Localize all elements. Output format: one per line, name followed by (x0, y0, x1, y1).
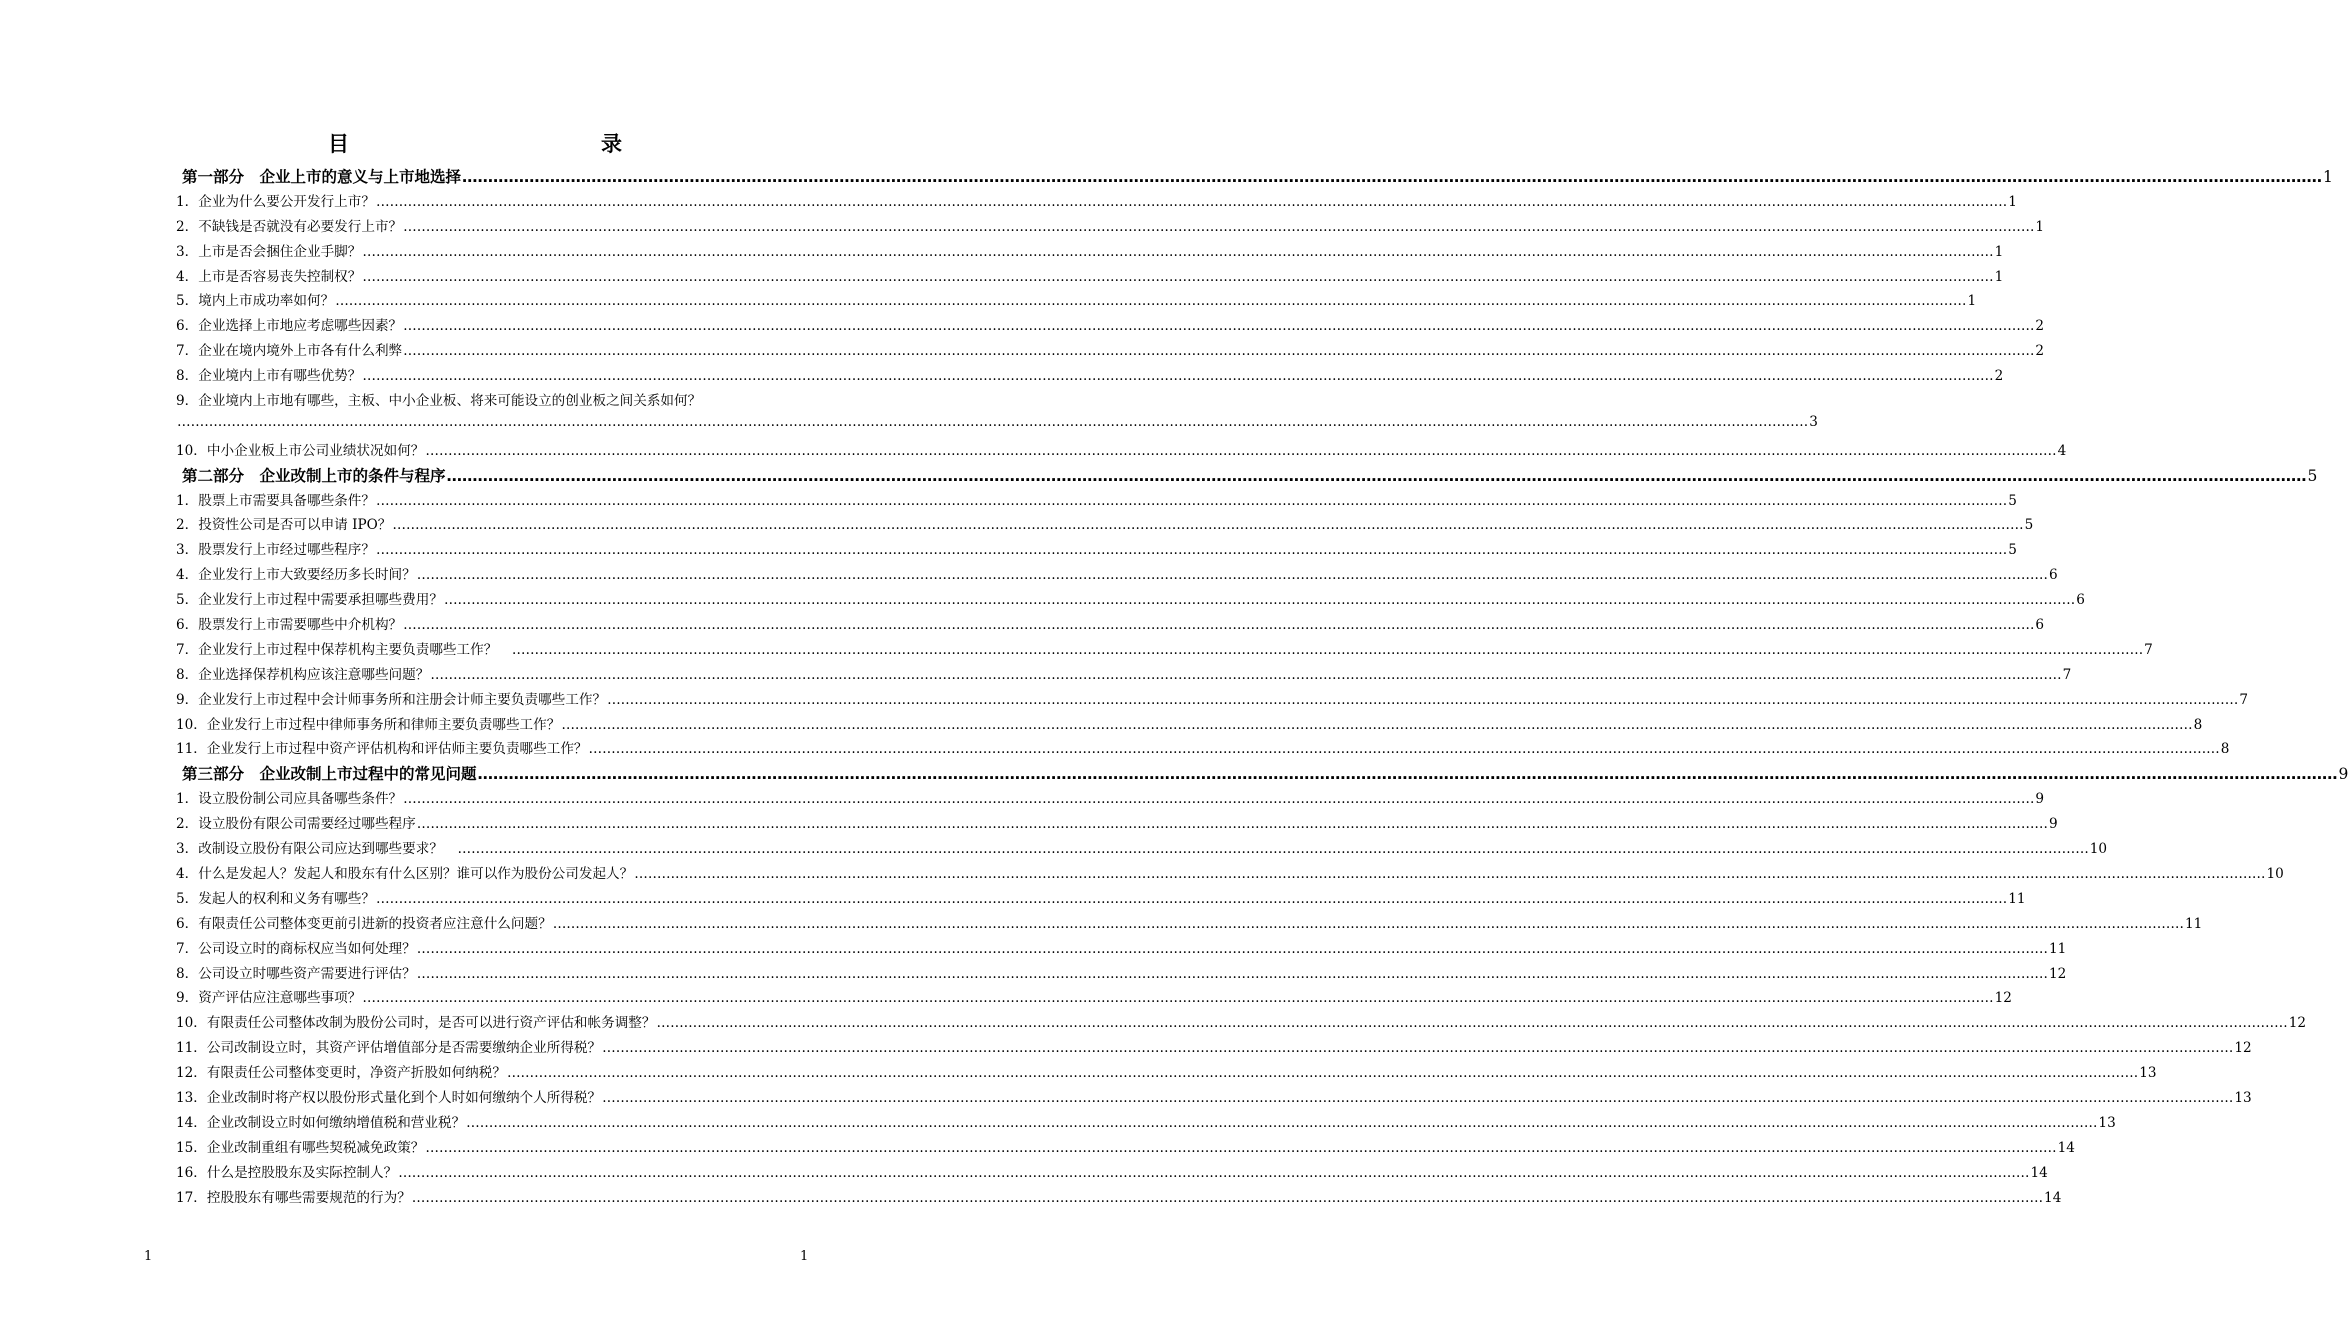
dot-leader: ……………………………………………………………………………………………………………………………………………………………………………………………………………………………………………………………………………………………………………………………… (177, 413, 1809, 430)
toc-entry-text: 2．设立股份有限公司需要经过哪些程序 (176, 816, 416, 833)
dot-leader: ……………………………………………………………………………………………………………………………………………………………………………………………………………………………………………………………………………………………………………………………… (416, 816, 2048, 833)
toc-entry-text: 第一部分 企业上市的意义与上市地选择 (182, 168, 462, 186)
toc-entry-page: 9 (2338, 765, 2348, 784)
toc-entry[interactable] (176, 638, 2153, 663)
toc-entry-text: 7．公司设立时的商标权应当如何处理？ (176, 940, 416, 957)
toc-part-heading[interactable] (176, 464, 2318, 489)
toc-entry[interactable] (176, 513, 2034, 538)
toc-entry-text: 3．上市是否会捆住企业手脚？ (176, 243, 362, 260)
toc-entry-text: 1．设立股份制公司应具备哪些条件？ (176, 791, 403, 808)
toc-entry-text: 2．不缺钱是否就没有必要发行上市？ (176, 218, 403, 235)
toc-entry-text: 11．公司改制设立时，其资产评估增值部分是否需要缴纳企业所得税？ (176, 1040, 602, 1057)
toc-entry-text: 15．企业改制重组有哪些契税减免政策？ (176, 1139, 425, 1156)
toc-entry[interactable] (176, 215, 2045, 240)
toc-entry-text: 11．企业发行上市过程中资产评估机构和评估师主要负责哪些工作？ (176, 741, 588, 758)
dot-leader: ……………………………………………………………………………………………………………………………………………………………………………………………………………………………………………………………………………………………………………………………… (588, 741, 2220, 758)
toc-part-heading[interactable] (176, 762, 2348, 787)
dot-leader: ……………………………………………………………………………………………………………………………………………………………………………………………………………………………………………………………………………………………………………………………… (443, 592, 2076, 609)
toc-entry[interactable] (176, 986, 2012, 1011)
toc-entry-text: 5．发起人的权利和义务有哪些？ (176, 890, 375, 907)
toc-entry[interactable] (176, 812, 2058, 837)
toc-entry-page: 14 (2044, 1189, 2062, 1206)
toc-entry-page: 10 (2266, 865, 2284, 882)
dot-leader: ……………………………………………………………………………………………………………………………………………………………………………………………………………………………………………………………………………………………………………………………… (466, 1114, 2098, 1131)
toc-entry-page: 11 (2008, 890, 2026, 907)
toc-entry-text: 7．企业发行上市过程中保荐机构主要负责哪些工作？ (176, 641, 511, 658)
dot-leader: ……………………………………………………………………………………………………………………………………………………………………………………………………………………………………………………………………………………………………………………………… (403, 791, 2035, 808)
toc-entry[interactable] (176, 937, 2067, 962)
dot-leader: ……………………………………………………………………………………………………………………………………………………………………………………………………………………………………………………………………………………………………………………………… (506, 1065, 2139, 1082)
dot-leader: ……………………………………………………………………………………………………………………………………………………………………………………………………………………………………………………………………………………………………………………………… (403, 343, 2035, 360)
toc-entry-page: 1 (2035, 218, 2045, 235)
toc-entry-page: 13 (2098, 1114, 2116, 1131)
toc-entry-page: 11 (2184, 915, 2203, 932)
dot-leader: ……………………………………………………………………………………………………………………………………………………………………………………………………………………………………………………………………………………………………………………………… (362, 368, 1994, 385)
toc-entry-text: 9．企业发行上市过程中会计师事务所和注册会计师主要负责哪些工作？ (176, 691, 607, 708)
toc-entry[interactable] (176, 240, 2004, 265)
dot-leader: ……………………………………………………………………………………………………………………………………………………………………………………………………………………………………………………………………………………………………………………………… (403, 218, 2035, 235)
toc-entry-page: 12 (2234, 1040, 2252, 1057)
toc-entry-page: 12 (1994, 990, 2012, 1007)
dot-leader: ……………………………………………………………………………………………………………………………………………………………………………………………………………………………………………………………………………………………………………………………… (403, 318, 2035, 335)
toc-entry[interactable] (176, 563, 2058, 588)
dot-leader: ……………………………………………………………………………………………………………………………………………………………………………………………………………………………………………………………………………………………………………………………… (398, 1164, 2030, 1181)
toc-entry-text: 5．境内上市成功率如何？ (176, 293, 335, 310)
dot-leader: ……………………………………………………………………………………………………………………………………………………………………………………………………………………………………………………………………………………………………………………………… (602, 1089, 2234, 1106)
toc-entry-page: 4 (2057, 442, 2067, 459)
toc-entry-text: 4．上市是否容易丧失控制权？ (176, 268, 362, 285)
toc-entry-text: 10．中小企业板上市公司业绩状况如何？ (176, 442, 425, 459)
toc-entry-page: 6 (2076, 592, 2085, 609)
dot-leader: ……………………………………………………………………………………………………………………………………………………………………………………………………………………………………………………………………………………………………………………………… (656, 1015, 2288, 1032)
toc-entry-page: 11 (2049, 940, 2067, 957)
toc-entry-text: 10．有限责任公司整体改制为股份公司时，是否可以进行资产评估和帐务调整？ (176, 1015, 656, 1032)
toc-entry-page: 7 (2239, 691, 2248, 708)
toc-entry[interactable] (176, 737, 2230, 762)
toc-entry-text: 10．企业发行上市过程中律师事务所和律师主要负责哪些工作？ (176, 716, 561, 733)
toc-entry-text: 4．企业发行上市大致要经历多长时间？ (176, 567, 416, 584)
dot-leader: ……………………………………………………………………………………………………………………………………………………………………………………………………………………………………………………………………………………………………………………………… (457, 841, 2089, 858)
toc-entry-page: 10 (2089, 841, 2108, 858)
toc-entry-continuation (176, 413, 1818, 439)
dot-leader: ……………………………………………………………………………………………………………………………………………………………………………………………………………………………………………………………………………………………………………………………… (375, 492, 2008, 509)
dot-leader: ……………………………………………………………………………………………………………………………………………………………………………………………………………………………………………………………………………………………………………………………… (462, 168, 2323, 186)
toc-entry[interactable] (176, 688, 2248, 713)
toc-entry[interactable] (176, 912, 2203, 937)
toc-entry-text: 1．企业为什么要公开发行上市？ (176, 193, 375, 210)
toc-entry-text: 6．有限责任公司整体变更前引进新的投资者应注意什么问题？ (176, 915, 552, 932)
toc-entry-text: 14．企业改制设立时如何缴纳增值税和营业税？ (176, 1114, 466, 1131)
toc-entry-page: 5 (2008, 542, 2017, 559)
toc-entry-page: 6 (2035, 617, 2045, 634)
toc-entry-page: 2 (1994, 368, 2004, 385)
toc-entry-page: 5 (2307, 466, 2318, 485)
toc-entry-text: 17．控股股东有哪些需要规范的行为？ (176, 1189, 411, 1206)
dot-leader: ……………………………………………………………………………………………………………………………………………………………………………………………………………………………………………………………………………………………………………………………… (335, 293, 1967, 310)
dot-leader: ……………………………………………………………………………………………………………………………………………………………………………………………………………………………………………………………………………………………………………………………… (416, 940, 2048, 957)
toc-entry-text: 9．企业境内上市地有哪些，主板、中小企业板、将来可能设立的创业板之间关系如何？ (176, 393, 702, 410)
toc-entry[interactable] (176, 364, 2004, 389)
toc-entry[interactable] (176, 265, 2004, 290)
toc-entry[interactable] (176, 289, 1977, 314)
toc-entry[interactable] (176, 1186, 2062, 1211)
dot-leader: ……………………………………………………………………………………………………………………………………………………………………………………………………………………………………………………………………………………………………………………………… (362, 243, 1994, 260)
toc-entry-page: 13 (2139, 1065, 2157, 1082)
dot-leader: ……………………………………………………………………………………………………………………………………………………………………………………………………………………………………………………………………………………………………………………………… (403, 617, 2035, 634)
toc-entry[interactable] (176, 887, 2026, 912)
toc-entry-page: 1 (1994, 268, 2004, 285)
toc-entry-page: 1 (1967, 293, 1977, 310)
toc-entry-page: 5 (2024, 517, 2034, 534)
toc-entry-text: 2．投资性公司是否可以申请 IPO？ (176, 517, 392, 534)
toc-entry-text: 6．企业选择上市地应考虑哪些因素？ (176, 318, 403, 335)
dot-leader: ……………………………………………………………………………………………………………………………………………………………………………………………………………………………………………………………………………………………………………………………… (362, 990, 1994, 1007)
dot-leader: ……………………………………………………………………………………………………………………………………………………………………………………………………………………………………………………………………………………………………………………………… (607, 691, 2239, 708)
dot-leader: ……………………………………………………………………………………………………………………………………………………………………………………………………………………………………………………………………………………………………………………………… (392, 517, 2024, 534)
toc-entry-text: 4．什么是发起人？发起人和股东有什么区别？谁可以作为股份公司发起人？ (176, 865, 634, 882)
toc-entry-page: 9 (2049, 816, 2058, 833)
toc-entry[interactable] (176, 489, 2017, 514)
toc-entry-page: 5 (2008, 492, 2017, 509)
dot-leader: ……………………………………………………………………………………………………………………………………………………………………………………………………………………………………………………………………………………………………………………………… (375, 890, 2008, 907)
toc-entry[interactable] (176, 538, 2017, 563)
toc-entry-page: 1 (1994, 243, 2004, 260)
toc-entry-text: 6．股票发行上市需要哪些中介机构？ (176, 617, 403, 634)
toc-entry[interactable] (176, 1161, 2048, 1186)
dot-leader: ……………………………………………………………………………………………………………………………………………………………………………………………………………………………………………………………………………………………………………………………… (602, 1040, 2234, 1057)
dot-leader: ……………………………………………………………………………………………………………………………………………………………………………………………………………………………………………………………………………………………………………………………… (511, 641, 2144, 658)
toc-entry-page: 6 (2049, 567, 2058, 584)
table-of-contents (176, 165, 2348, 1210)
toc-entry-page: 14 (2057, 1139, 2075, 1156)
toc-entry-page: 1 (2008, 193, 2017, 210)
toc-entry[interactable] (176, 1111, 2116, 1136)
toc-entry[interactable] (176, 1061, 2157, 1086)
dot-leader: ……………………………………………………………………………………………………………………………………………………………………………………………………………………………………………………………………………………………………………………………… (561, 716, 2193, 733)
toc-entry-page: 2 (2035, 318, 2045, 335)
toc-entry-text: 8．企业选择保荐机构应该注意哪些问题？ (176, 666, 430, 683)
dot-leader: ……………………………………………………………………………………………………………………………………………………………………………………………………………………………………………………………………………………………………………………………… (552, 915, 2184, 932)
footer-page-number-left: 1 (144, 1249, 153, 1264)
toc-entry[interactable] (176, 1036, 2252, 1061)
toc-entry-page: 3 (1809, 413, 1818, 430)
toc-entry-text: 第三部分 企业改制上市过程中的常见问题 (182, 765, 477, 784)
toc-entry-text: 3．股票发行上市经过哪些程序？ (176, 542, 375, 559)
toc-entry-page: 7 (2144, 641, 2153, 658)
toc-entry-text: 3．改制设立股份有限公司应达到哪些要求？ (176, 841, 457, 858)
toc-entry[interactable] (176, 314, 2045, 339)
toc-entry[interactable] (176, 613, 2045, 638)
dot-leader: ……………………………………………………………………………………………………………………………………………………………………………………………………………………………………………………………………………………………………………………………… (430, 666, 2062, 683)
toc-entry[interactable] (176, 663, 2072, 688)
toc-entry-page: 12 (2049, 965, 2067, 982)
toc-entry-text: 第二部分 企业改制上市的条件与程序 (182, 466, 446, 485)
toc-entry[interactable] (176, 588, 2085, 613)
toc-entry-page: 7 (2062, 666, 2072, 683)
footer-page-number-right: 1 (800, 1249, 809, 1264)
toc-entry[interactable] (176, 1011, 2307, 1036)
dot-leader: ……………………………………………………………………………………………………………………………………………………………………………………………………………………………………………………………………………………………………………………………… (634, 865, 2266, 882)
dot-leader: ……………………………………………………………………………………………………………………………………………………………………………………………………………………………………………………………………………………………………………………………… (477, 765, 2338, 784)
dot-leader: ……………………………………………………………………………………………………………………………………………………………………………………………………………………………………………………………………………………………………………………………… (375, 193, 2008, 210)
dot-leader: ……………………………………………………………………………………………………………………………………………………………………………………………………………………………………………………………………………………………………………………………… (375, 542, 2008, 559)
toc-entry[interactable] (176, 439, 2067, 464)
toc-entry-text: 5．企业发行上市过程中需要承担哪些费用？ (176, 592, 443, 609)
toc-entry-page: 9 (2035, 791, 2045, 808)
toc-entry-page: 13 (2234, 1089, 2252, 1106)
toc-entry-text: 12．有限责任公司整体变更时，净资产折股如何纳税？ (176, 1065, 506, 1082)
toc-entry-text: 16．什么是控股股东及实际控制人？ (176, 1164, 398, 1181)
toc-part-heading[interactable] (176, 165, 2333, 190)
toc-entry[interactable] (176, 1086, 2252, 1111)
dot-leader: ……………………………………………………………………………………………………………………………………………………………………………………………………………………………………………………………………………………………………………………………… (446, 466, 2307, 485)
toc-entry[interactable] (176, 862, 2284, 887)
toc-entry[interactable] (176, 190, 2017, 215)
toc-title: 目 录 (328, 132, 692, 156)
toc-entry-page: 8 (2220, 741, 2230, 758)
toc-entry-page: 1 (2323, 168, 2333, 186)
toc-entry-page: 2 (2035, 343, 2045, 360)
dot-leader: ……………………………………………………………………………………………………………………………………………………………………………………………………………………………………………………………………………………………………………………………… (425, 1139, 2057, 1156)
toc-entry-text: 7．企业在境内境外上市各有什么利弊 (176, 343, 403, 360)
toc-entry-text: 9．资产评估应注意哪些事项？ (176, 990, 362, 1007)
toc-entry[interactable] (176, 339, 2045, 364)
toc-entry-page: 12 (2288, 1015, 2307, 1032)
toc-entry[interactable] (176, 837, 2108, 862)
dot-leader: ……………………………………………………………………………………………………………………………………………………………………………………………………………………………………………………………………………………………………………………………… (416, 567, 2048, 584)
toc-entry-text: 8．企业境内上市有哪些优势？ (176, 368, 362, 385)
toc-entry[interactable] (176, 1136, 2075, 1161)
toc-entry[interactable] (176, 713, 2203, 738)
toc-entry[interactable] (176, 389, 1818, 439)
toc-entry-page: 14 (2030, 1164, 2048, 1181)
dot-leader: ……………………………………………………………………………………………………………………………………………………………………………………………………………………………………………………………………………………………………………………………… (362, 268, 1994, 285)
dot-leader: ……………………………………………………………………………………………………………………………………………………………………………………………………………………………………………………………………………………………………………………………… (425, 442, 2057, 459)
toc-entry-text: 1．股票上市需要具备哪些条件？ (176, 492, 375, 509)
toc-entry[interactable] (176, 787, 2045, 812)
toc-entry-page: 8 (2193, 716, 2203, 733)
toc-entry-text: 13．企业改制时将产权以股份形式量化到个人时如何缴纳个人所得税？ (176, 1089, 602, 1106)
toc-entry[interactable] (176, 962, 2067, 987)
dot-leader: ……………………………………………………………………………………………………………………………………………………………………………………………………………………………………………………………………………………………………………………………… (416, 965, 2048, 982)
dot-leader: ……………………………………………………………………………………………………………………………………………………………………………………………………………………………………………………………………………………………………………………………… (411, 1189, 2044, 1206)
toc-entry-text: 8．公司设立时哪些资产需要进行评估？ (176, 965, 416, 982)
